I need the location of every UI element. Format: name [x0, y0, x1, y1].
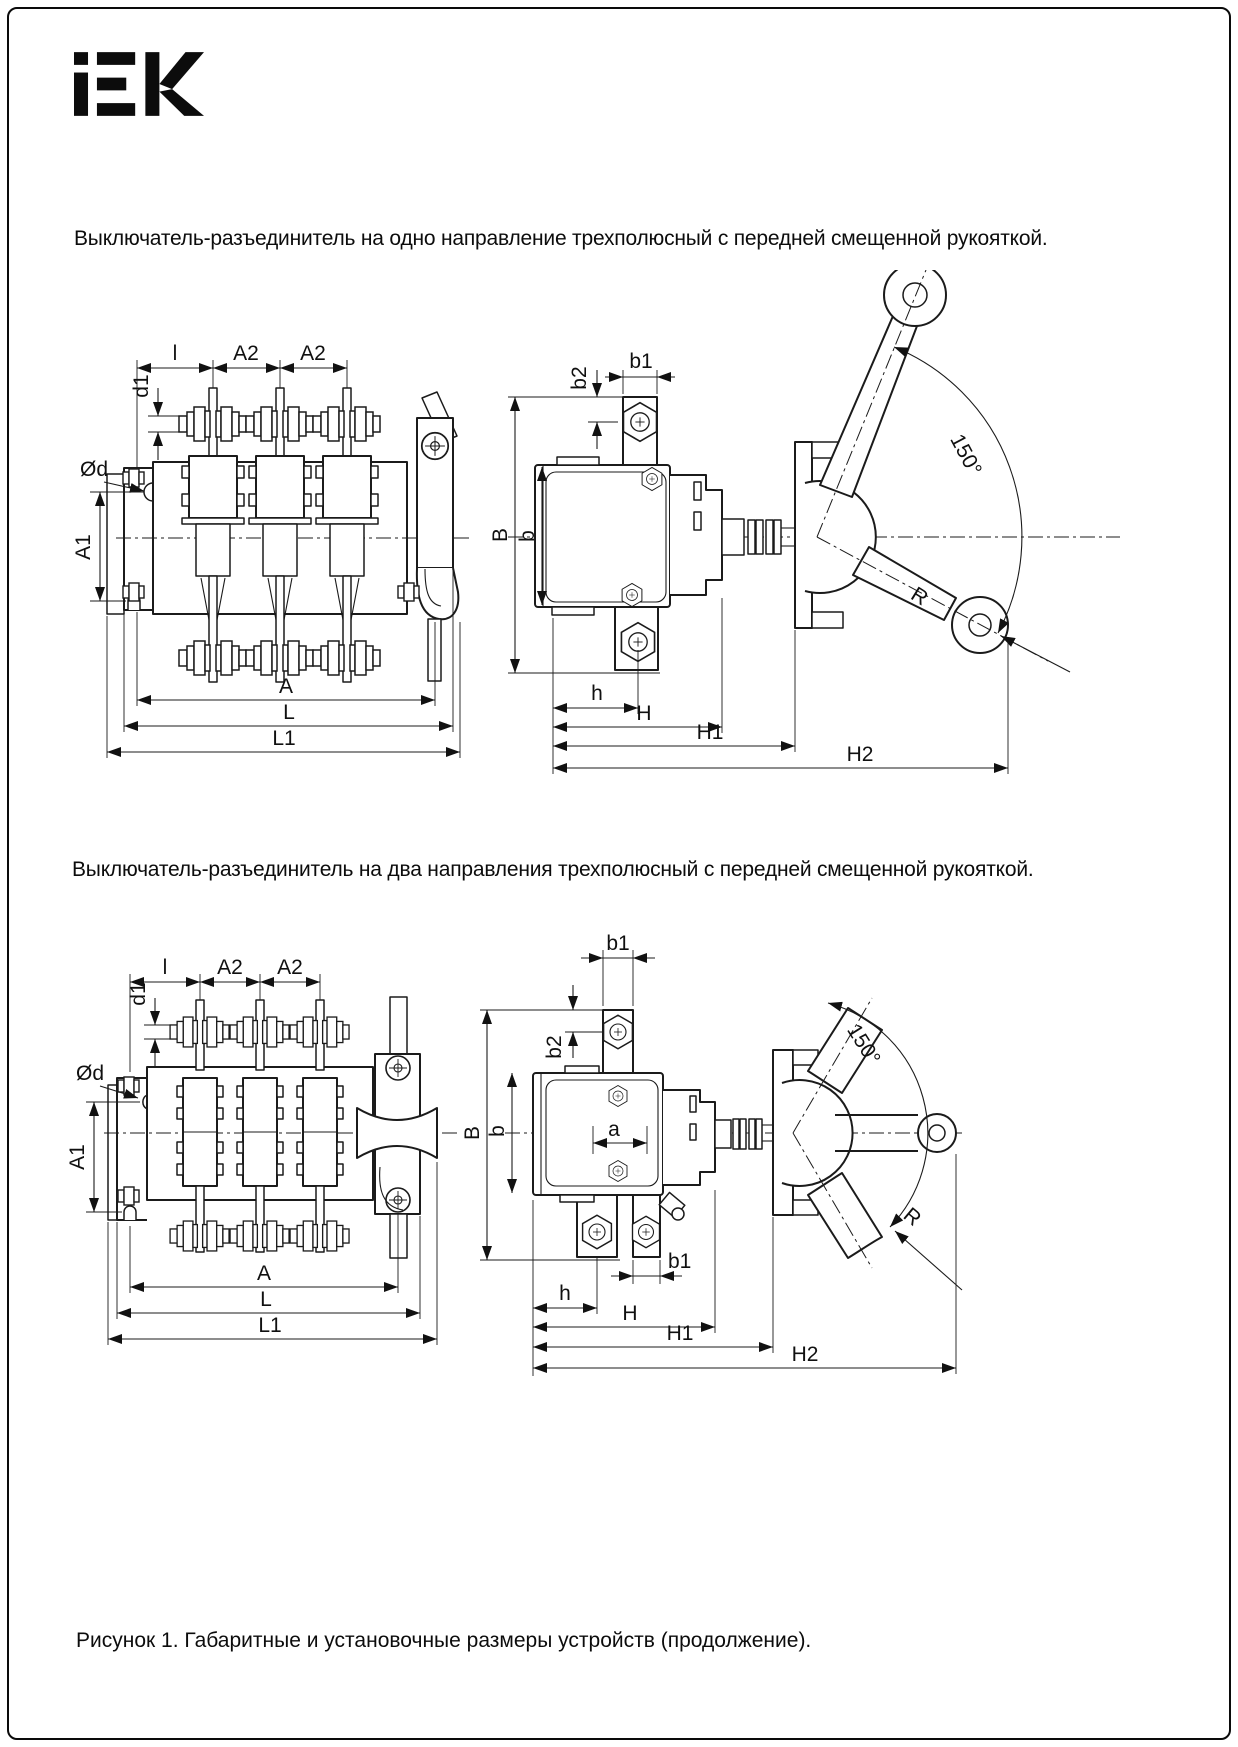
- dim-a2-label: A2: [277, 956, 303, 979]
- dim-L1-label: L1: [272, 727, 296, 750]
- dim-H1-label: H1: [666, 1322, 694, 1345]
- dim-h-label: h: [591, 682, 603, 705]
- figure2-front-view: [66, 956, 460, 1345]
- figure1-front-view: [72, 342, 472, 758]
- dim-L1-label: L1: [258, 1314, 282, 1337]
- dim-l-label: l: [162, 956, 168, 979]
- figure-caption: Рисунок 1. Габаритные и установочные размеры устройств (продолжение).: [76, 1629, 812, 1652]
- dim-b-label: b: [486, 1125, 509, 1137]
- dim-radius-label: R: [898, 1203, 926, 1231]
- dim-d1-label: d1: [130, 374, 153, 398]
- dim-a-label: A: [256, 1262, 272, 1285]
- dim-angle-label: 150°: [945, 430, 987, 480]
- dim-b2-label: b2: [543, 1035, 566, 1059]
- dim-angle-label: 150°: [842, 1020, 885, 1070]
- dim-b2-label: b2: [568, 366, 591, 390]
- dim-b1-label: b1: [629, 350, 653, 373]
- figure2-side-view: [461, 932, 965, 1376]
- dim-a2-label: A2: [300, 342, 326, 365]
- figure2-title: Выключатель-разъединитель на два направления трехполюсный с передней смещенной рукояткой.: [72, 858, 1034, 881]
- dim-radius-label: R: [906, 582, 932, 611]
- dim-H2-label: H2: [846, 743, 874, 766]
- dim-b1-label: b1: [606, 932, 630, 955]
- dim-l-label: l: [172, 342, 178, 365]
- dim-b-label: b: [516, 530, 539, 542]
- dim-b1-bottom-label: b1: [668, 1250, 692, 1273]
- dim-d1-label: d1: [127, 982, 150, 1006]
- dim-a1-label: A1: [66, 1144, 89, 1170]
- figure1-title: Выключатель-разъединитель на одно направление трехполюсный с передней смещенной рукояткой.: [74, 227, 1048, 250]
- dim-H1-label: H1: [696, 721, 724, 744]
- figure1-drawings: [60, 270, 1200, 785]
- dim-H-label: H: [622, 1302, 638, 1325]
- dim-a2-label: A2: [233, 342, 259, 365]
- dim-a1-label: A1: [72, 534, 95, 560]
- figure1-side-view: [489, 270, 1120, 774]
- dim-a-label: A: [278, 675, 294, 698]
- dim-H-label: H: [636, 702, 652, 725]
- dim-a2-label: A2: [217, 956, 243, 979]
- iek-logo: [74, 52, 204, 116]
- dim-h-label: h: [559, 1282, 571, 1305]
- dim-B-label: B: [461, 1125, 484, 1141]
- dim-diameter-label: Ød: [76, 1062, 105, 1085]
- dim-L-label: L: [260, 1288, 272, 1311]
- dim-a-small-label: a: [608, 1118, 620, 1141]
- dim-B-label: B: [489, 527, 512, 543]
- dim-diameter-label: Ød: [80, 458, 109, 481]
- figure2-drawings: [60, 880, 1200, 1405]
- dim-H2-label: H2: [791, 1343, 819, 1366]
- dim-L-label: L: [283, 701, 295, 724]
